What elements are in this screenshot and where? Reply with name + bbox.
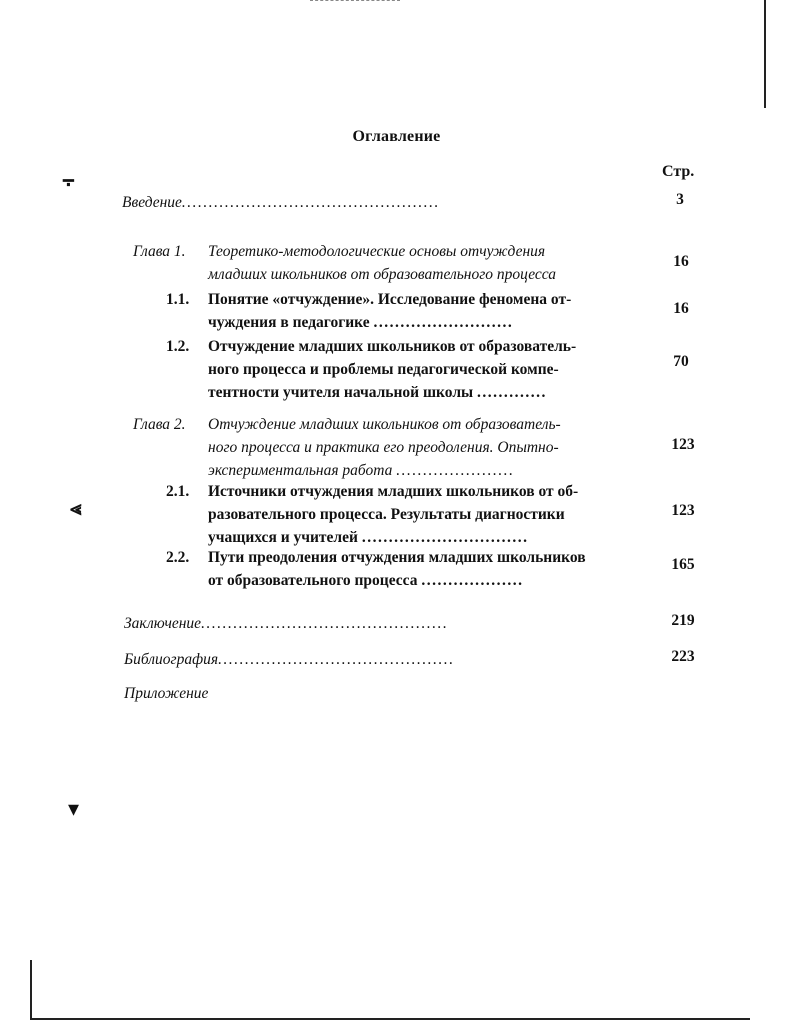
entry-line: ного процесса и практика его преодоления. Опытно-	[208, 439, 559, 456]
page-number: 223	[671, 648, 695, 665]
toc-entry-chapter-1-title	[208, 240, 556, 286]
entry-number: 2.2.	[166, 549, 190, 566]
dot-leader: ...................	[421, 572, 524, 589]
entry-label: Заключение	[124, 615, 202, 632]
entry-line: Отчуждение младших школьников от образователь-	[208, 338, 577, 355]
entry-line: разовательного процесса. Результаты диагностики	[208, 506, 565, 523]
entry-line: чуждения в педагогике	[208, 314, 370, 331]
toc-entry-bibliography[interactable]	[124, 648, 455, 671]
binding-mark-icon: ⨪	[62, 166, 75, 191]
toc-entry-section-2-1-title	[208, 480, 578, 549]
dot-leader: ................................................	[181, 194, 440, 211]
toc-entry-section-2-2[interactable]	[166, 546, 189, 569]
toc-entry-section-2-2-title	[208, 546, 586, 592]
toc-entry-section-2-1[interactable]	[166, 480, 189, 503]
entry-number: Глава 1.	[133, 243, 186, 260]
scan-border-bottom	[30, 1018, 750, 1020]
page-column-label: Стр.	[662, 163, 695, 180]
page-number: 219	[671, 612, 695, 629]
scan-border-right	[764, 0, 766, 108]
toc-entry-chapter-2[interactable]	[133, 413, 186, 436]
dot-leader: ...............................	[361, 529, 529, 546]
entry-label: Приложение	[124, 685, 209, 702]
entry-line: Источники отчуждения младших школьников от об-	[208, 483, 579, 500]
page-number: 123	[671, 502, 695, 519]
dot-leader: ..............................................	[201, 615, 449, 632]
toc-entry-chapter-2-title	[208, 413, 561, 482]
toc-entry-appendix[interactable]	[124, 682, 208, 705]
entry-label: Введение	[122, 194, 182, 211]
toc-entry-section-1-2-title	[208, 335, 576, 404]
entry-number: Глава 2.	[133, 416, 186, 433]
scan-border-left	[30, 960, 32, 1020]
entry-line: Пути преодоления отчуждения младших школьников	[208, 549, 586, 566]
page-title: Оглавление	[352, 128, 441, 145]
page-number: 70	[673, 353, 689, 370]
page-number: 3	[676, 191, 684, 208]
entry-number: 1.1.	[166, 291, 190, 308]
entry-line: учащихся и учителей	[208, 529, 358, 546]
toc-entry-chapter-1[interactable]	[133, 240, 186, 263]
toc-entry-section-1-1[interactable]	[166, 288, 189, 311]
entry-label: Библиография	[124, 651, 219, 668]
entry-number: 2.1.	[166, 483, 190, 500]
scan-top-mark	[310, 0, 400, 3]
toc-entry-section-1-1-title	[208, 288, 571, 334]
page-number: 16	[673, 253, 689, 270]
entry-line: Понятие «отчуждение». Исследование феномена от-	[208, 291, 572, 308]
entry-line: Теоретико-методологические основы отчуждения	[208, 243, 546, 260]
toc-entry-section-1-2[interactable]	[166, 335, 189, 358]
binding-mark-icon: ▾	[68, 796, 80, 821]
page-number: 123	[671, 436, 695, 453]
toc-entry-conclusion[interactable]	[124, 612, 448, 635]
dot-leader: ......................	[396, 462, 515, 479]
entry-number: 1.2.	[166, 338, 190, 355]
entry-line: экспериментальная работа	[208, 462, 393, 479]
entry-line: от образовательного процесса	[208, 572, 418, 589]
dot-leader: .............	[477, 384, 547, 401]
page-number: 165	[671, 556, 695, 573]
dot-leader: ............................................	[218, 651, 455, 668]
page-number: 16	[673, 300, 689, 317]
entry-line: младших школьников от образовательного процесса	[208, 266, 557, 283]
toc-entry-intro[interactable]	[122, 191, 440, 214]
entry-line: Отчуждение младших школьников от образователь-	[208, 416, 561, 433]
binding-mark-icon: ⪡	[70, 498, 82, 520]
dot-leader: ..........................	[373, 314, 514, 331]
entry-line: тентности учителя начальной школы	[208, 384, 474, 401]
entry-line: ного процесса и проблемы педагогической компе-	[208, 361, 559, 378]
